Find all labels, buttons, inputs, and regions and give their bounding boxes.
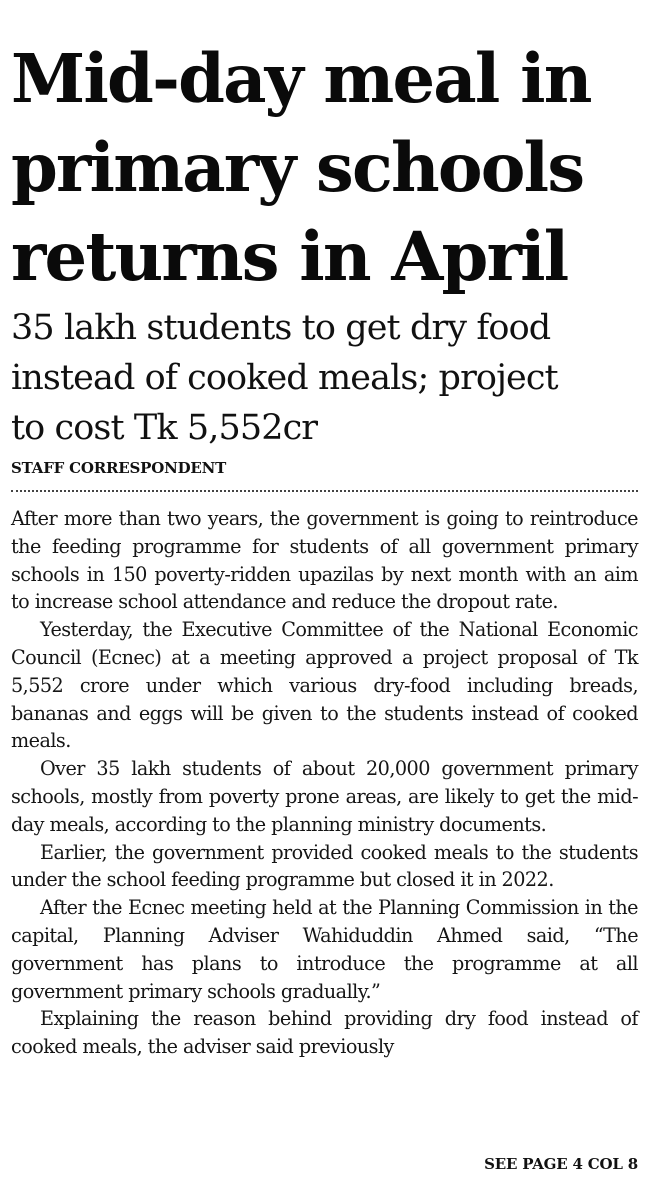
headline-line: returns in April — [11, 217, 568, 296]
paragraph: After more than two years, the government is going to reintroduce the feeding programme for students of all government primary schools in 150 poverty-ridden upazilas by next month with an aim to increase school attendance and reduce the dropout rate. — [11, 507, 638, 614]
continuation-jump-link: SEE PAGE 4 COL 8 — [484, 1155, 638, 1173]
paragraph: Earlier, the government provided cooked meals to the students under the school feeding programme but closed it in 2022. — [11, 840, 638, 892]
subheadline — [11, 303, 638, 453]
subheadline-line: instead of cooked meals; project — [11, 358, 558, 398]
headline-line: primary schools — [11, 128, 584, 207]
byline: STAFF CORRESPONDENT — [11, 459, 227, 477]
headline-line: Mid-day meal in — [11, 39, 591, 118]
paragraph: Explaining the reason behind providing dry food instead of cooked meals, the adviser said previously — [11, 1007, 638, 1059]
subheadline-line: to cost Tk 5,552cr — [11, 408, 318, 448]
subheadline-line: 35 lakh students to get dry food — [11, 308, 551, 348]
article-body — [11, 505, 638, 1061]
paragraph: Yesterday, the Executive Committee of the National Economic Council (Ecnec) at a meeting approved a project proposal of Tk 5,552 crore under which various dry-food including breads, bananas and eggs will be given to the students instead of cooked meals. — [11, 618, 638, 753]
headline — [11, 34, 638, 301]
news-article — [11, 34, 638, 1061]
paragraph: Over 35 lakh students of about 20,000 government primary schools, mostly from poverty prone areas, are likely to get the mid-day meals, according to the planning ministry documents. — [11, 757, 638, 836]
dotted-divider — [11, 490, 638, 492]
paragraph: After the Ecnec meeting held at the Planning Commission in the capital, Planning Adviser Wahiduddin Ahmed said, “The government has plans to introduce the programme at all government primary schools gradually.” — [11, 896, 638, 1003]
